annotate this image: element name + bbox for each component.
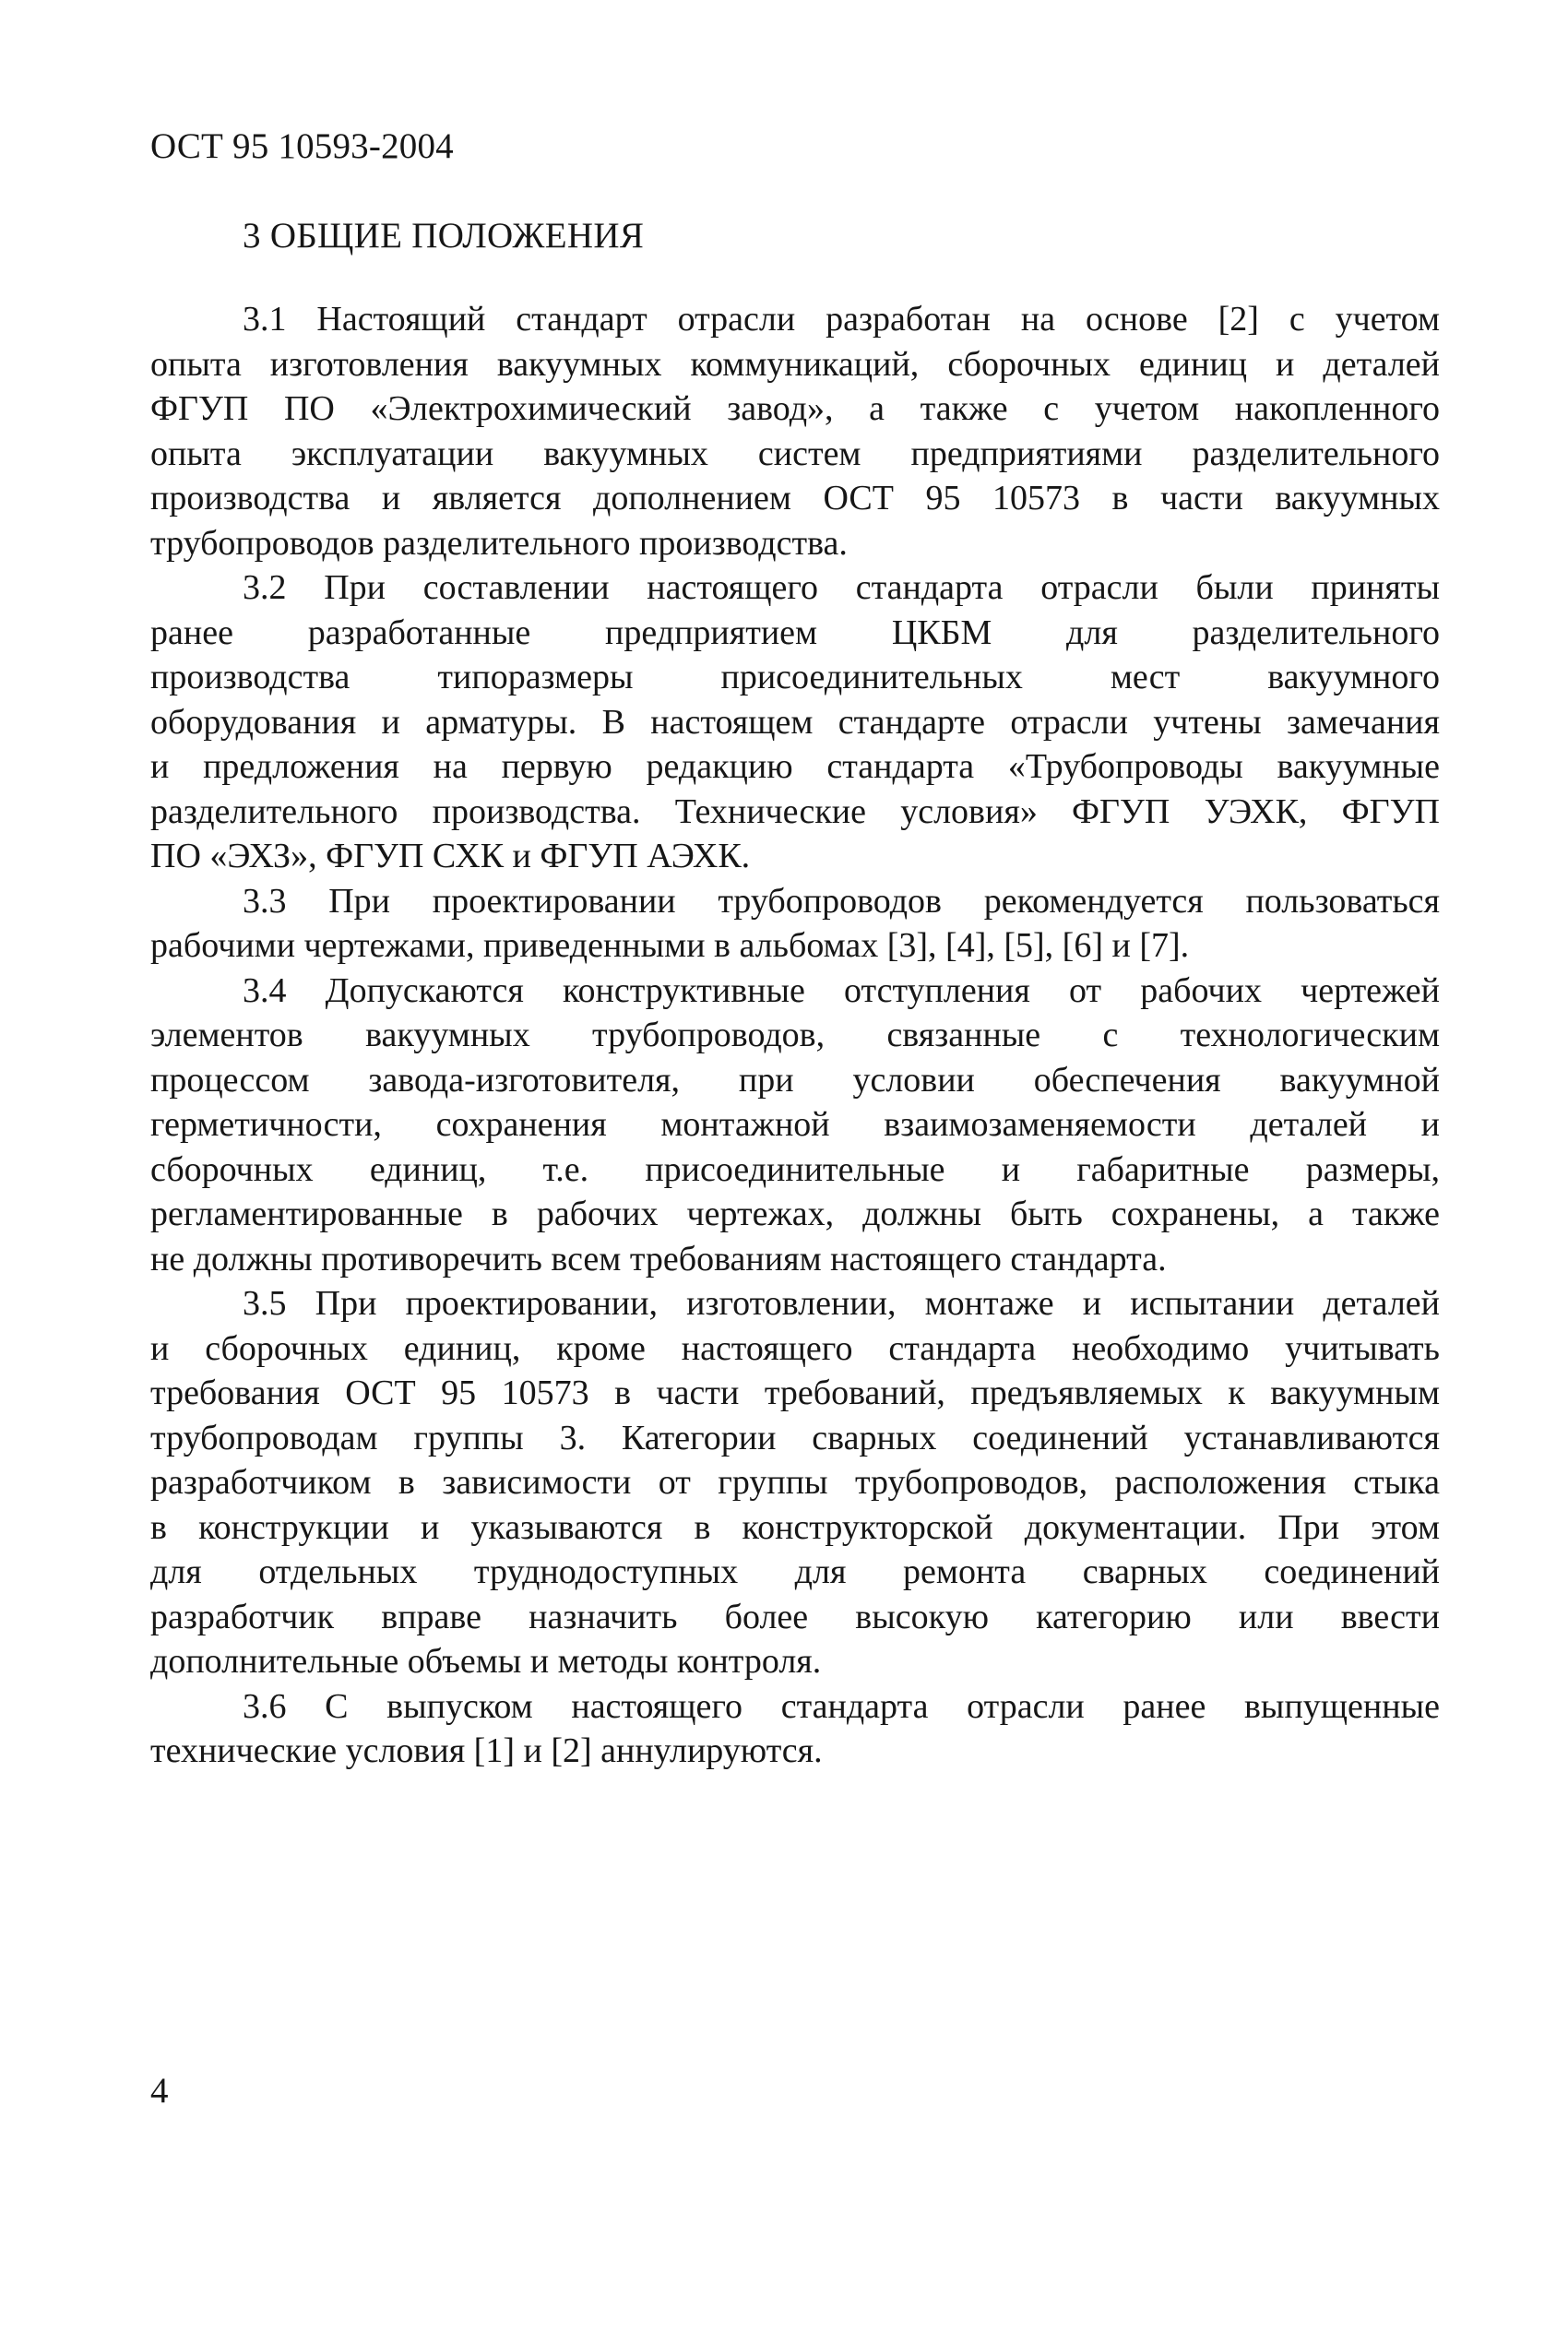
text-line: не должны противоречить всем требованиям настоящего стандарта. <box>150 1239 1167 1278</box>
text-line: для отдельных труднодоступных для ремонта сварных соединений <box>150 1552 1440 1591</box>
text-line: требования ОСТ 95 10573 в части требований, предъявляемых к вакуумным <box>150 1374 1440 1412</box>
paragraph-3-5 <box>150 1281 1440 1684</box>
paragraph-3-3 <box>150 879 1440 969</box>
text-line: трубопроводов разделительного производства. <box>150 523 848 563</box>
text-line: ранее разработанные предприятием ЦКБМ для разделительного <box>150 612 1440 652</box>
text-line: сборочных единиц, т.е. присоединительные и габаритные размеры, <box>150 1149 1440 1189</box>
text-line: 3.2 При составлении настоящего стандарта отрасли были приняты <box>243 568 1440 607</box>
text-line: рабочими чертежами, приведенными в альбомах [3], [4], [5], [6] и [7]. <box>150 926 1190 965</box>
paragraph-3-4 <box>150 969 1440 1282</box>
text-line: трубопроводам группы 3. Категории сварных соединений устанавливаются <box>150 1418 1440 1457</box>
text-line: 3.5 При проектировании, изготовлении, монтаже и испытании деталей <box>243 1284 1440 1323</box>
text-line: в конструкции и указываются в конструкторской документации. При этом <box>150 1507 1440 1547</box>
text-line: оборудования и арматуры. В настоящем стандарте отрасли учтены замечания <box>150 702 1440 742</box>
text-line: элементов вакуумных трубопроводов, связанные с технологическим <box>150 1016 1440 1054</box>
text-line: и сборочных единиц, кроме настоящего стандарта необходимо учитывать <box>150 1328 1440 1368</box>
text-line: производства и является дополнением ОСТ 95 10573 в части вакуумных <box>150 479 1440 517</box>
text-line: производства типоразмеры присоединительных мест вакуумного <box>150 658 1440 696</box>
text-line: 3.1 Настоящий стандарт отрасли разработан на основе [2] с учетом <box>243 300 1440 339</box>
text-line: процессом завода-изготовителя, при условии обеспечения вакуумной <box>150 1060 1440 1100</box>
text-line: 3.3 При проектировании трубопроводов рекомендуется пользоваться <box>243 881 1440 921</box>
text-line: регламентированные в рабочих чертежах, должны быть сохранены, а также <box>150 1195 1440 1233</box>
text-line: 3.6 С выпуском настоящего стандарта отрасли ранее выпущенные <box>243 1686 1440 1726</box>
text-line: опыта изготовления вакуумных коммуникаций, сборочных единиц и деталей <box>150 344 1440 384</box>
text-line: опыта эксплуатации вакуумных систем предприятиями разделительного <box>150 434 1440 473</box>
text-line: разработчик вправе назначить более высокую категорию или ввести <box>150 1597 1440 1636</box>
page-number: 4 <box>150 2071 169 2111</box>
text-line: герметичности, сохранения монтажной взаимозаменяемости деталей и <box>150 1105 1440 1144</box>
text-line: ФГУП ПО «Электрохимический завод», а также с учетом накопленного <box>150 389 1440 428</box>
text-line: разработчиком в зависимости от группы трубопроводов, расположения стыка <box>150 1463 1440 1502</box>
paragraph-3-2 <box>150 565 1440 879</box>
section-body <box>150 297 1440 1774</box>
text-line: разделительного производства. Технические условия» ФГУП УЭХК, ФГУП <box>150 791 1440 831</box>
paragraph-3-1 <box>150 297 1440 565</box>
text-line: технические условия [1] и [2] аннулируются. <box>150 1731 823 1770</box>
section-title: 3 ОБЩИЕ ПОЛОЖЕНИЯ <box>243 216 645 256</box>
text-line: дополнительные объемы и методы контроля. <box>150 1642 822 1681</box>
paragraph-3-6 <box>150 1684 1440 1774</box>
document-code: ОСТ 95 10593-2004 <box>150 126 454 166</box>
text-line: 3.4 Допускаются конструктивные отступления от рабочих чертежей <box>243 970 1440 1010</box>
text-line: ПО «ЭХЗ», ФГУП СХК и ФГУП АЭХК. <box>150 837 751 875</box>
text-line: и предложения на первую редакцию стандарта «Трубопроводы вакуумные <box>150 747 1440 786</box>
